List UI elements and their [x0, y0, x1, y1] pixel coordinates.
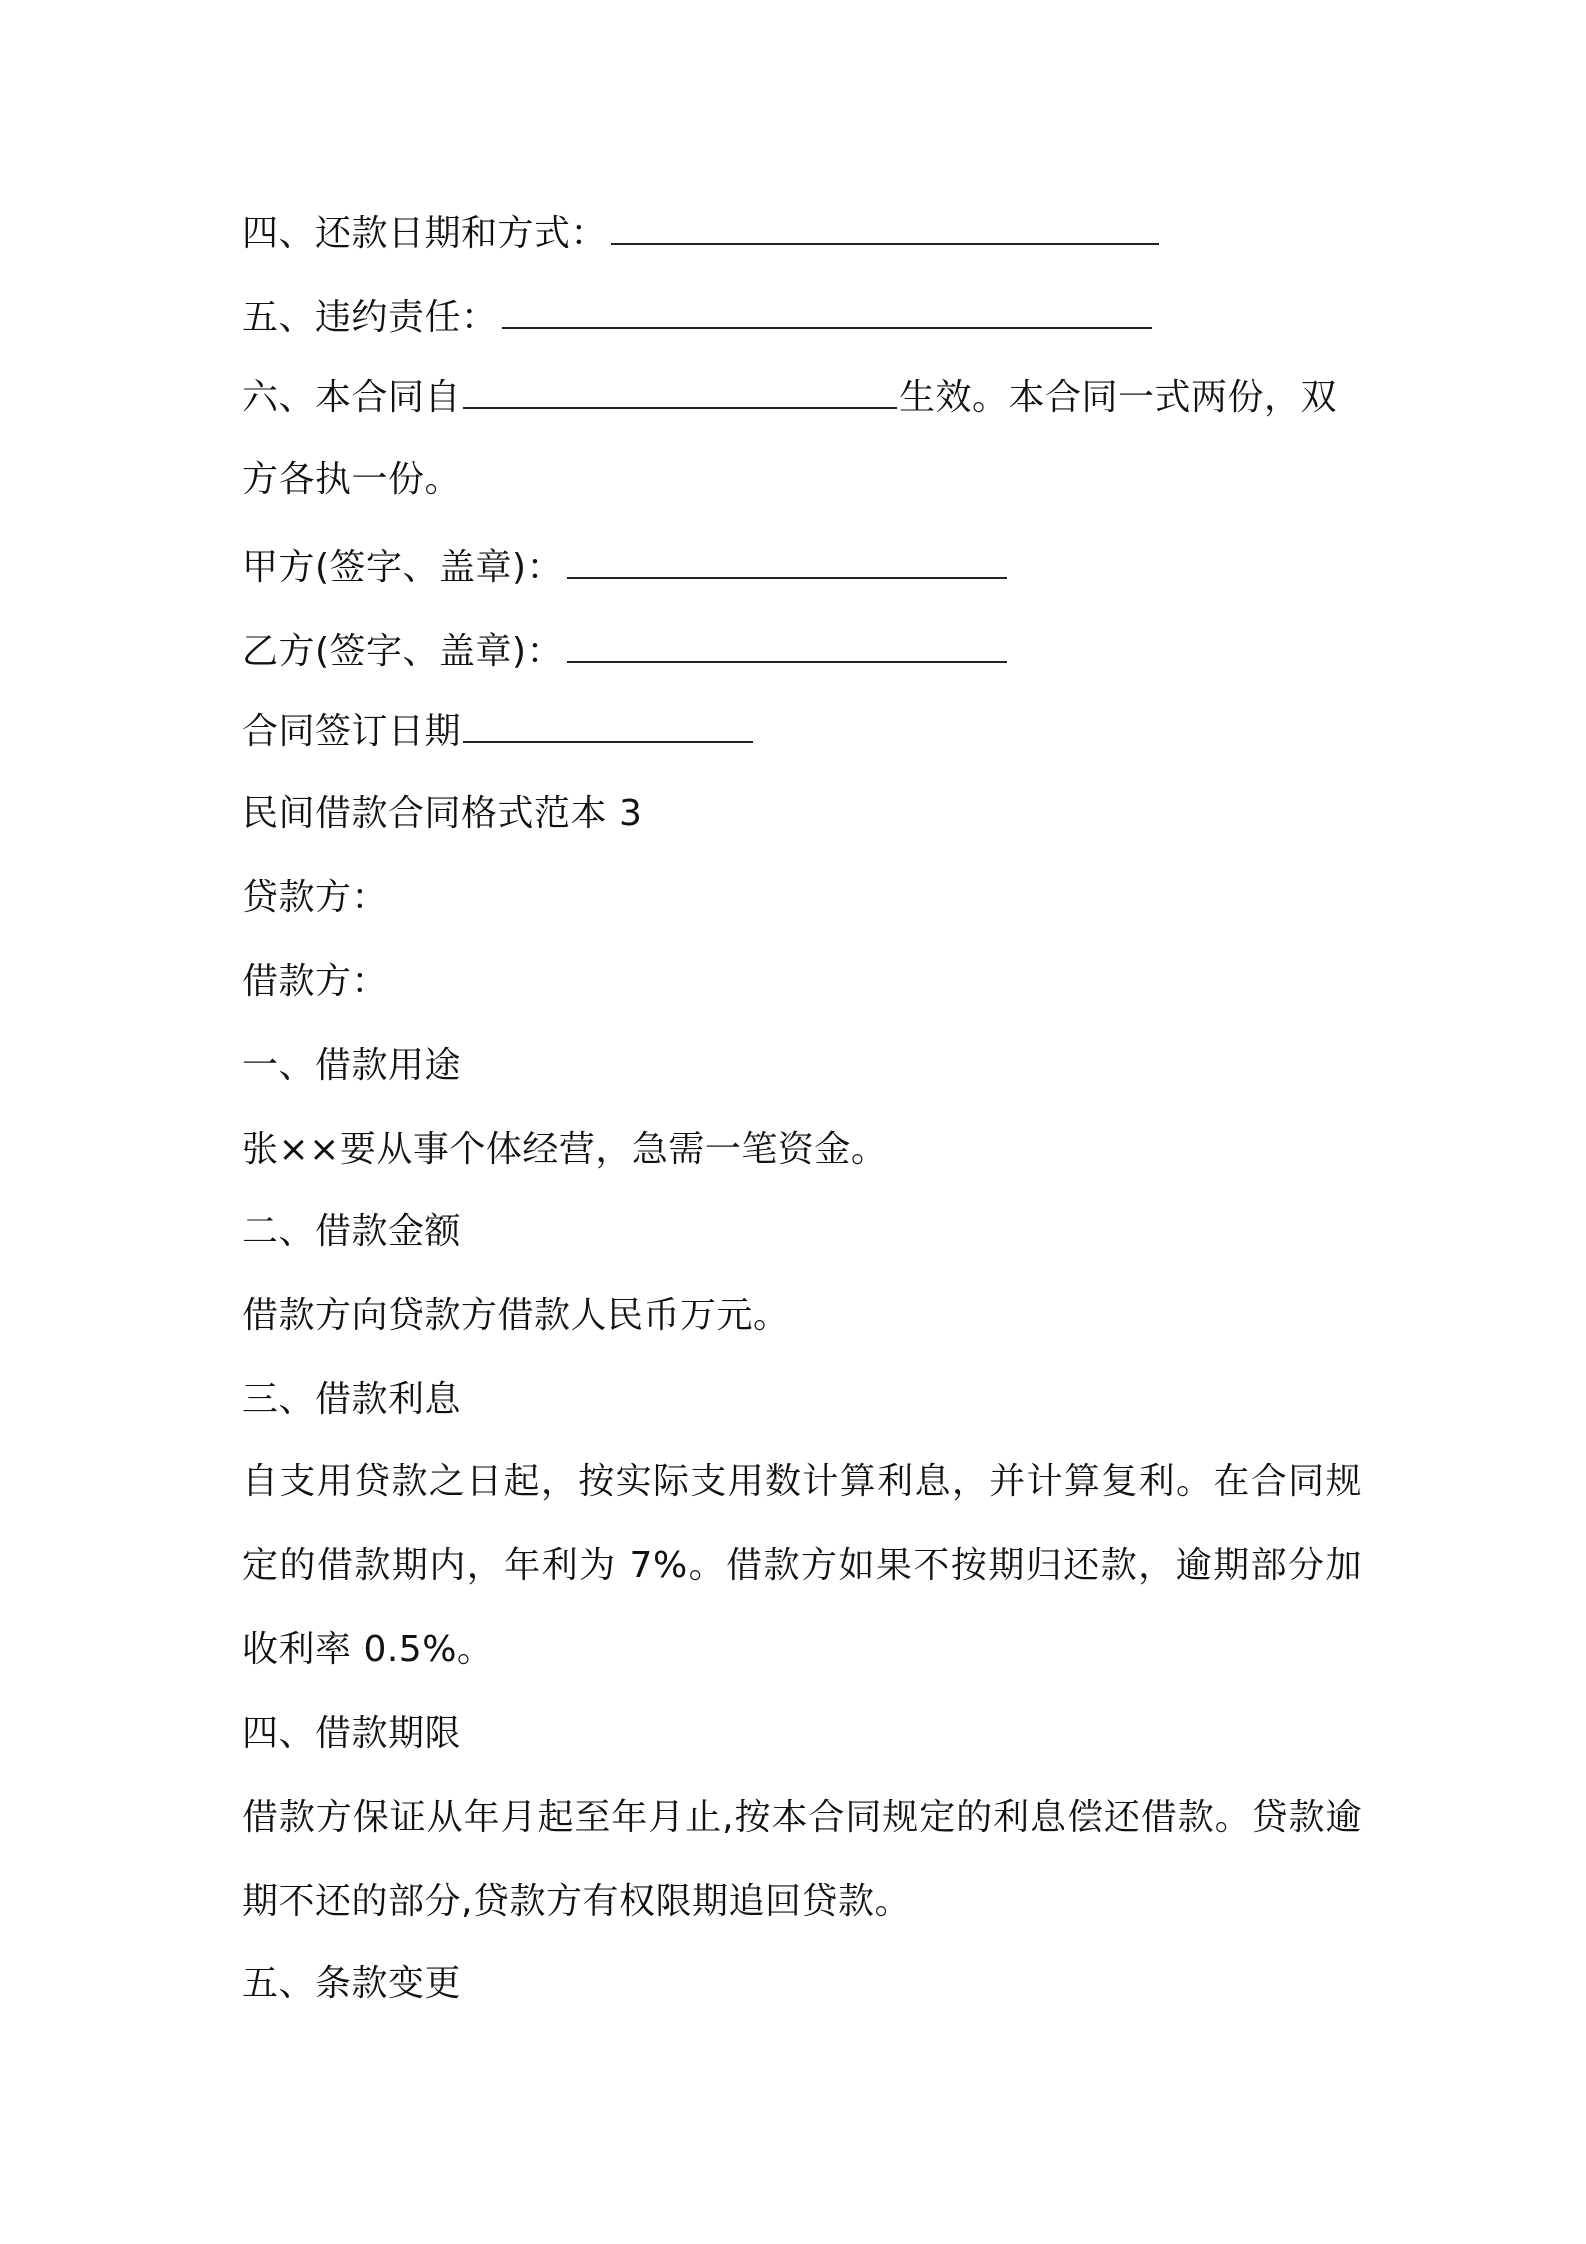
signing-date — [242, 710, 753, 754]
effective-date-blank — [463, 377, 897, 409]
section-1-body: 张××要从事个体经营，急需一笔资金。 — [242, 1129, 888, 1170]
clause-repayment — [242, 212, 1159, 256]
signing-date-label: 合同签订日期 — [242, 711, 462, 752]
party-b-blank — [567, 631, 1007, 663]
clause-effective-suffix: 生效。本合同一式两份，双 — [899, 377, 1338, 418]
clause-effective — [242, 376, 1337, 420]
repayment-blank — [611, 213, 1159, 245]
borrower-line: 借款方： — [242, 961, 389, 1002]
signing-date-blank — [463, 711, 753, 743]
section-4-title: 四、借款期限 — [242, 1713, 462, 1754]
party-a-blank — [567, 547, 1007, 579]
section-4-body: 借款方保证从年月起至年月止,按本合同规定的利息偿还借款。贷款逾期不还的部分,贷款方有权限期追回贷款。 — [242, 1797, 1362, 1922]
template-title: 民间借款合同格式范本 3 — [242, 793, 643, 834]
clause-effective-continued: 方各执一份。 — [242, 459, 462, 500]
liability-blank — [502, 297, 1152, 329]
signature-party-b — [242, 630, 1007, 674]
party-b-label: 乙方(签字、盖章)： — [242, 631, 564, 672]
party-a-label: 甲方(签字、盖章)： — [242, 547, 564, 588]
clause-liability-label: 五、违约责任： — [242, 297, 498, 338]
clause-effective-prefix: 六、本合同自 — [242, 377, 462, 418]
section-2-title: 二、借款金额 — [242, 1211, 462, 1252]
section-1-title: 一、借款用途 — [242, 1045, 462, 1086]
lender-line: 贷款方： — [242, 877, 389, 918]
section-3-body: 自支用贷款之日起，按实际支用数计算利息，并计算复利。在合同规定的借款期内，年利为 7%。借款方如果不按期归还款，逾期部分加收利率 0.5%。 — [242, 1461, 1362, 1670]
section-5-title: 五、条款变更 — [242, 1963, 462, 2004]
clause-liability — [242, 296, 1152, 340]
signature-party-a — [242, 546, 1007, 590]
clause-repayment-label: 四、还款日期和方式： — [242, 213, 608, 254]
section-2-body: 借款方向贷款方借款人民币万元。 — [242, 1295, 790, 1336]
section-3-title: 三、借款利息 — [242, 1379, 462, 1420]
